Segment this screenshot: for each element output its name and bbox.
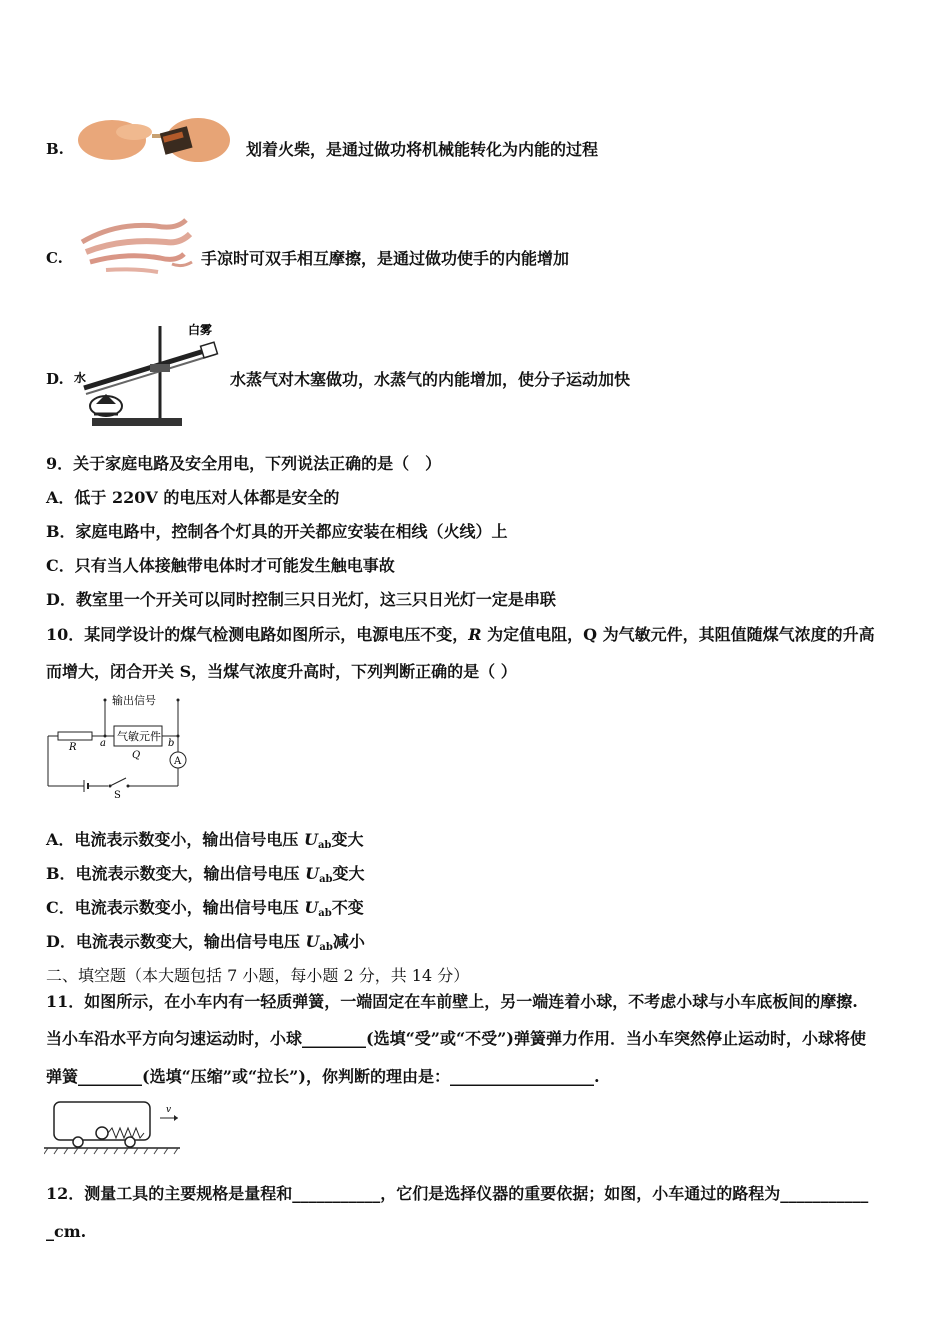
switch-label: S [114,790,121,800]
question-line-2: 当小车沿水平方向匀速运动时，小球________(选填“受”或“不受”)弹簧弹力作用．当小车突然停止运动时，小球将使 [46,1029,866,1048]
option-label: D. [46,370,64,388]
option-b: B．电流表示数变大，输出信号电压 $U_{ab}$变大 [46,864,365,885]
gas-detector-circuit-diagram [44,690,194,800]
cart-spring-ball-figure [44,1098,184,1156]
ball [96,1127,108,1139]
question-line-1: 11．如图所示，在小车内有一轻质弹簧，一端固定在车前壁上，另一端连着小球，不考虑小球与小车底板间的摩擦. [46,992,858,1011]
question-line-3: 弹簧________(选填“压缩”或“拉长”)，你判断的理由是：__________________. [46,1067,600,1086]
hands-striking-match-image [74,110,234,168]
option-text: 水蒸气对木塞做功，水蒸气的内能增加，使分子运动加快 [230,370,631,389]
option-b: B．家庭电路中，控制各个灯具的开关都应安装在相线（火线）上 [46,522,508,541]
velocity-arrow-icon [174,1115,178,1121]
option-text: 手凉时可双手相互摩擦，是通过做功使手的内能增加 [201,249,570,268]
node-a-label: a [100,738,106,749]
output-signal-label: 输出信号 [112,695,156,707]
node-b-label: b [168,738,175,749]
hands-rubbing-image [76,212,196,278]
sensor-q-label: Q [132,750,141,761]
resistor-label: R [69,742,77,753]
option-d: D．电流表示数变大，输出信号电压 $U_{ab}$减小 [46,932,365,953]
water-label: 水 [74,371,87,385]
option-a: A．低于 220V 的电压对人体都是安全的 [46,488,340,507]
wheel-left [73,1137,83,1147]
white-mist-label: 白雾 [188,323,213,337]
question-stem-line-1: 10．某同学设计的煤气检测电路如图所示，电源电压不变，R 为定值电阻，Q 为气敏元件，其阻值随煤气浓度的升高 [46,625,875,644]
option-a: A．电流表示数变小，输出信号电压 $U_{ab}$变大 [46,830,364,851]
option-c: C．只有当人体接触带电体时才可能发生触电事故 [46,556,395,575]
wheel-right [125,1137,135,1147]
question-stem-line-2: 而增大，闭合开关 S，当煤气浓度升高时，下列判断正确的是（ ） [46,662,517,681]
question-line-2: _cm. [46,1222,87,1241]
option-label: C. [46,249,63,267]
question-line-1: 12．测量工具的主要规格是量程和___________，它们是选择仪器的重要依据；如图，小车通过的路程为___________ [46,1184,869,1203]
velocity-label: v [166,1105,172,1115]
ammeter-label: A [174,756,182,767]
switch-s [110,778,126,786]
test-tube-steam-apparatus-image [74,320,230,430]
section-2-title: 二、填空题（本大题包括 7 小题，每小题 2 分，共 14 分） [46,966,470,985]
option-c: C．电流表示数变小，输出信号电压 $U_{ab}$不变 [46,898,364,919]
option-text: 划着火柴，是通过做功将机械能转化为内能的过程 [246,140,599,159]
option-d: D．教室里一个开关可以同时控制三只日光灯，这三只日光灯一定是串联 [46,590,556,609]
question-stem: 9．关于家庭电路及安全用电，下列说法正确的是（ ） [46,454,442,473]
resistor-r [58,732,92,740]
gas-sensor-label: 气敏元件 [117,731,161,743]
option-label: B. [46,140,64,158]
